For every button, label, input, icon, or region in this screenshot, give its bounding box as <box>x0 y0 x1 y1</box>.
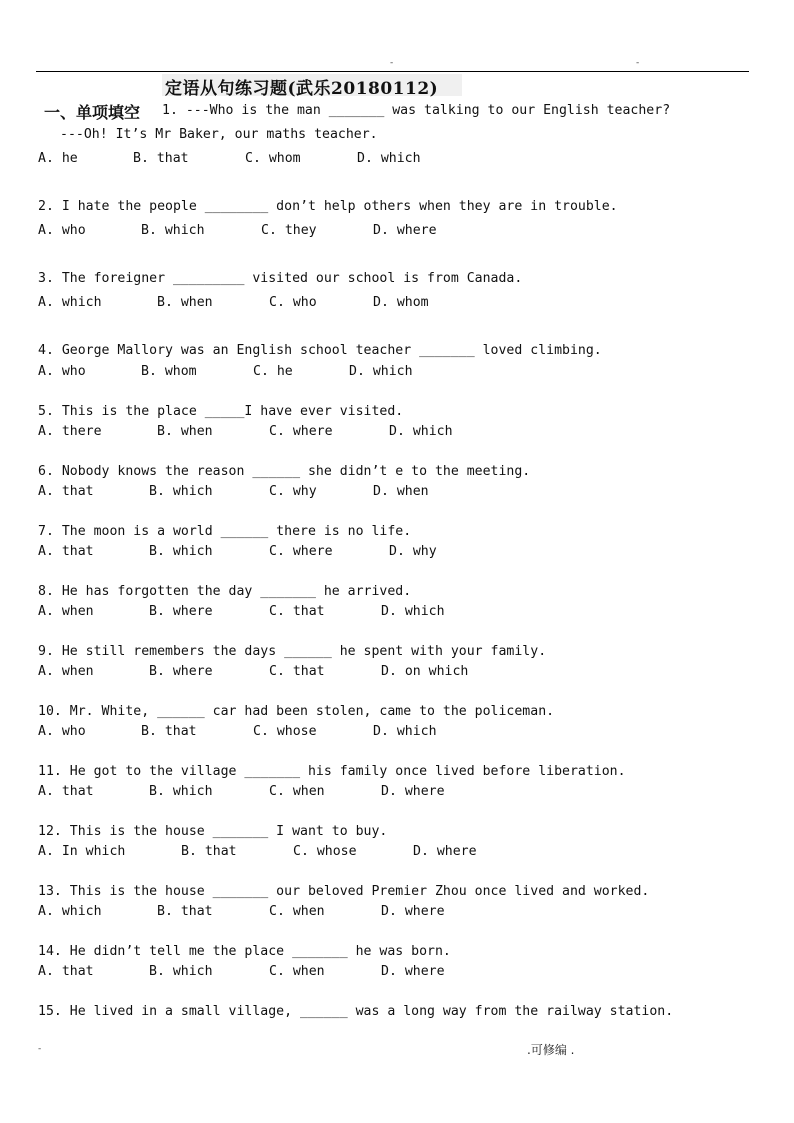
option-b: B. that <box>181 844 237 859</box>
header-mark-left: - <box>390 58 394 68</box>
option-b: B. which <box>141 223 205 238</box>
footer-mark: - <box>38 1044 42 1054</box>
question-5: 5. This is the place _____I have ever visited. <box>38 404 404 419</box>
option-c: C. when <box>269 964 325 979</box>
option-a: A. when <box>38 664 94 679</box>
option-d: D. whom <box>373 295 429 310</box>
question-3: 3. The foreigner _________ visited our school is from Canada. <box>38 271 523 286</box>
option-b: B. where <box>149 604 213 619</box>
option-b: B. which <box>149 964 213 979</box>
option-a: A. there <box>38 424 102 439</box>
option-b: B. which <box>149 784 213 799</box>
option-d: D. where <box>373 223 437 238</box>
option-a: A. that <box>38 964 94 979</box>
option-d: D. which <box>373 724 437 739</box>
option-d: D. on which <box>381 664 469 679</box>
option-c: C. that <box>269 604 325 619</box>
question-4: 4. George Mallory was an English school teacher _______ loved climbing. <box>38 343 602 358</box>
option-d: D. which <box>381 604 445 619</box>
option-b: B. that <box>133 151 189 166</box>
section-label: 一、单项填空 <box>44 103 141 122</box>
option-b: B. where <box>149 664 213 679</box>
option-a: A. who <box>38 364 86 379</box>
option-c: C. whose <box>253 724 317 739</box>
option-a: A. who <box>38 724 86 739</box>
option-a: A. that <box>38 484 94 499</box>
option-c: C. they <box>261 223 317 238</box>
option-d: D. which <box>357 151 421 166</box>
option-a: A. In which <box>38 844 126 859</box>
option-c: C. where <box>269 544 333 559</box>
option-a: A. which <box>38 904 102 919</box>
option-a: A. that <box>38 544 94 559</box>
option-d: D. where <box>381 964 445 979</box>
option-c: C. where <box>269 424 333 439</box>
question-1-reply: ---Oh! It’s Mr Baker, our maths teacher. <box>60 127 378 142</box>
question-7: 7. The moon is a world ______ there is no life. <box>38 524 412 539</box>
option-d: D. where <box>413 844 477 859</box>
question-12: 12. This is the house _______ I want to buy. <box>38 824 388 839</box>
option-b: B. when <box>157 295 213 310</box>
option-a: A. that <box>38 784 94 799</box>
option-d: D. which <box>349 364 413 379</box>
option-d: D. why <box>389 544 437 559</box>
header-rule <box>36 71 749 72</box>
question-8: 8. He has forgotten the day _______ he arrived. <box>38 584 412 599</box>
option-b: B. whom <box>141 364 197 379</box>
page-title: 定语从句练习题(武乐20180112) <box>165 79 439 99</box>
option-c: C. that <box>269 664 325 679</box>
option-c: C. he <box>253 364 293 379</box>
option-c: C. whose <box>293 844 357 859</box>
option-a: A. who <box>38 223 86 238</box>
question-1: 1. ---Who is the man _______ was talking to our English teacher? <box>162 103 671 118</box>
option-c: C. who <box>269 295 317 310</box>
option-c: C. when <box>269 904 325 919</box>
question-10: 10. Mr. White, ______ car had been stolen, came to the policeman. <box>38 704 555 719</box>
option-a: A. he <box>38 151 78 166</box>
question-15: 15. He lived in a small village, ______ was a long way from the railway station. <box>38 1004 674 1019</box>
option-b: B. when <box>157 424 213 439</box>
question-2: 2. I hate the people ________ don’t help others when they are in trouble. <box>38 199 618 214</box>
option-d: D. where <box>381 904 445 919</box>
option-c: C. why <box>269 484 317 499</box>
question-13: 13. This is the house _______ our beloved Premier Zhou once lived and worked. <box>38 884 650 899</box>
option-b: B. which <box>149 544 213 559</box>
option-d: D. which <box>389 424 453 439</box>
option-b: B. that <box>157 904 213 919</box>
option-a: A. when <box>38 604 94 619</box>
option-c: C. whom <box>245 151 301 166</box>
question-6: 6. Nobody knows the reason ______ she didn’t e to the meeting. <box>38 464 531 479</box>
option-d: D. where <box>381 784 445 799</box>
option-d: D. when <box>373 484 429 499</box>
question-14: 14. He didn’t tell me the place _______ he was born. <box>38 944 451 959</box>
option-a: A. which <box>38 295 102 310</box>
option-c: C. when <box>269 784 325 799</box>
option-b: B. which <box>149 484 213 499</box>
question-9: 9. He still remembers the days ______ he spent with your family. <box>38 644 547 659</box>
header-mark-right: - <box>636 58 640 68</box>
footer-text: .可修编 . <box>527 1043 575 1057</box>
option-b: B. that <box>141 724 197 739</box>
question-11: 11. He got to the village _______ his family once lived before liberation. <box>38 764 626 779</box>
